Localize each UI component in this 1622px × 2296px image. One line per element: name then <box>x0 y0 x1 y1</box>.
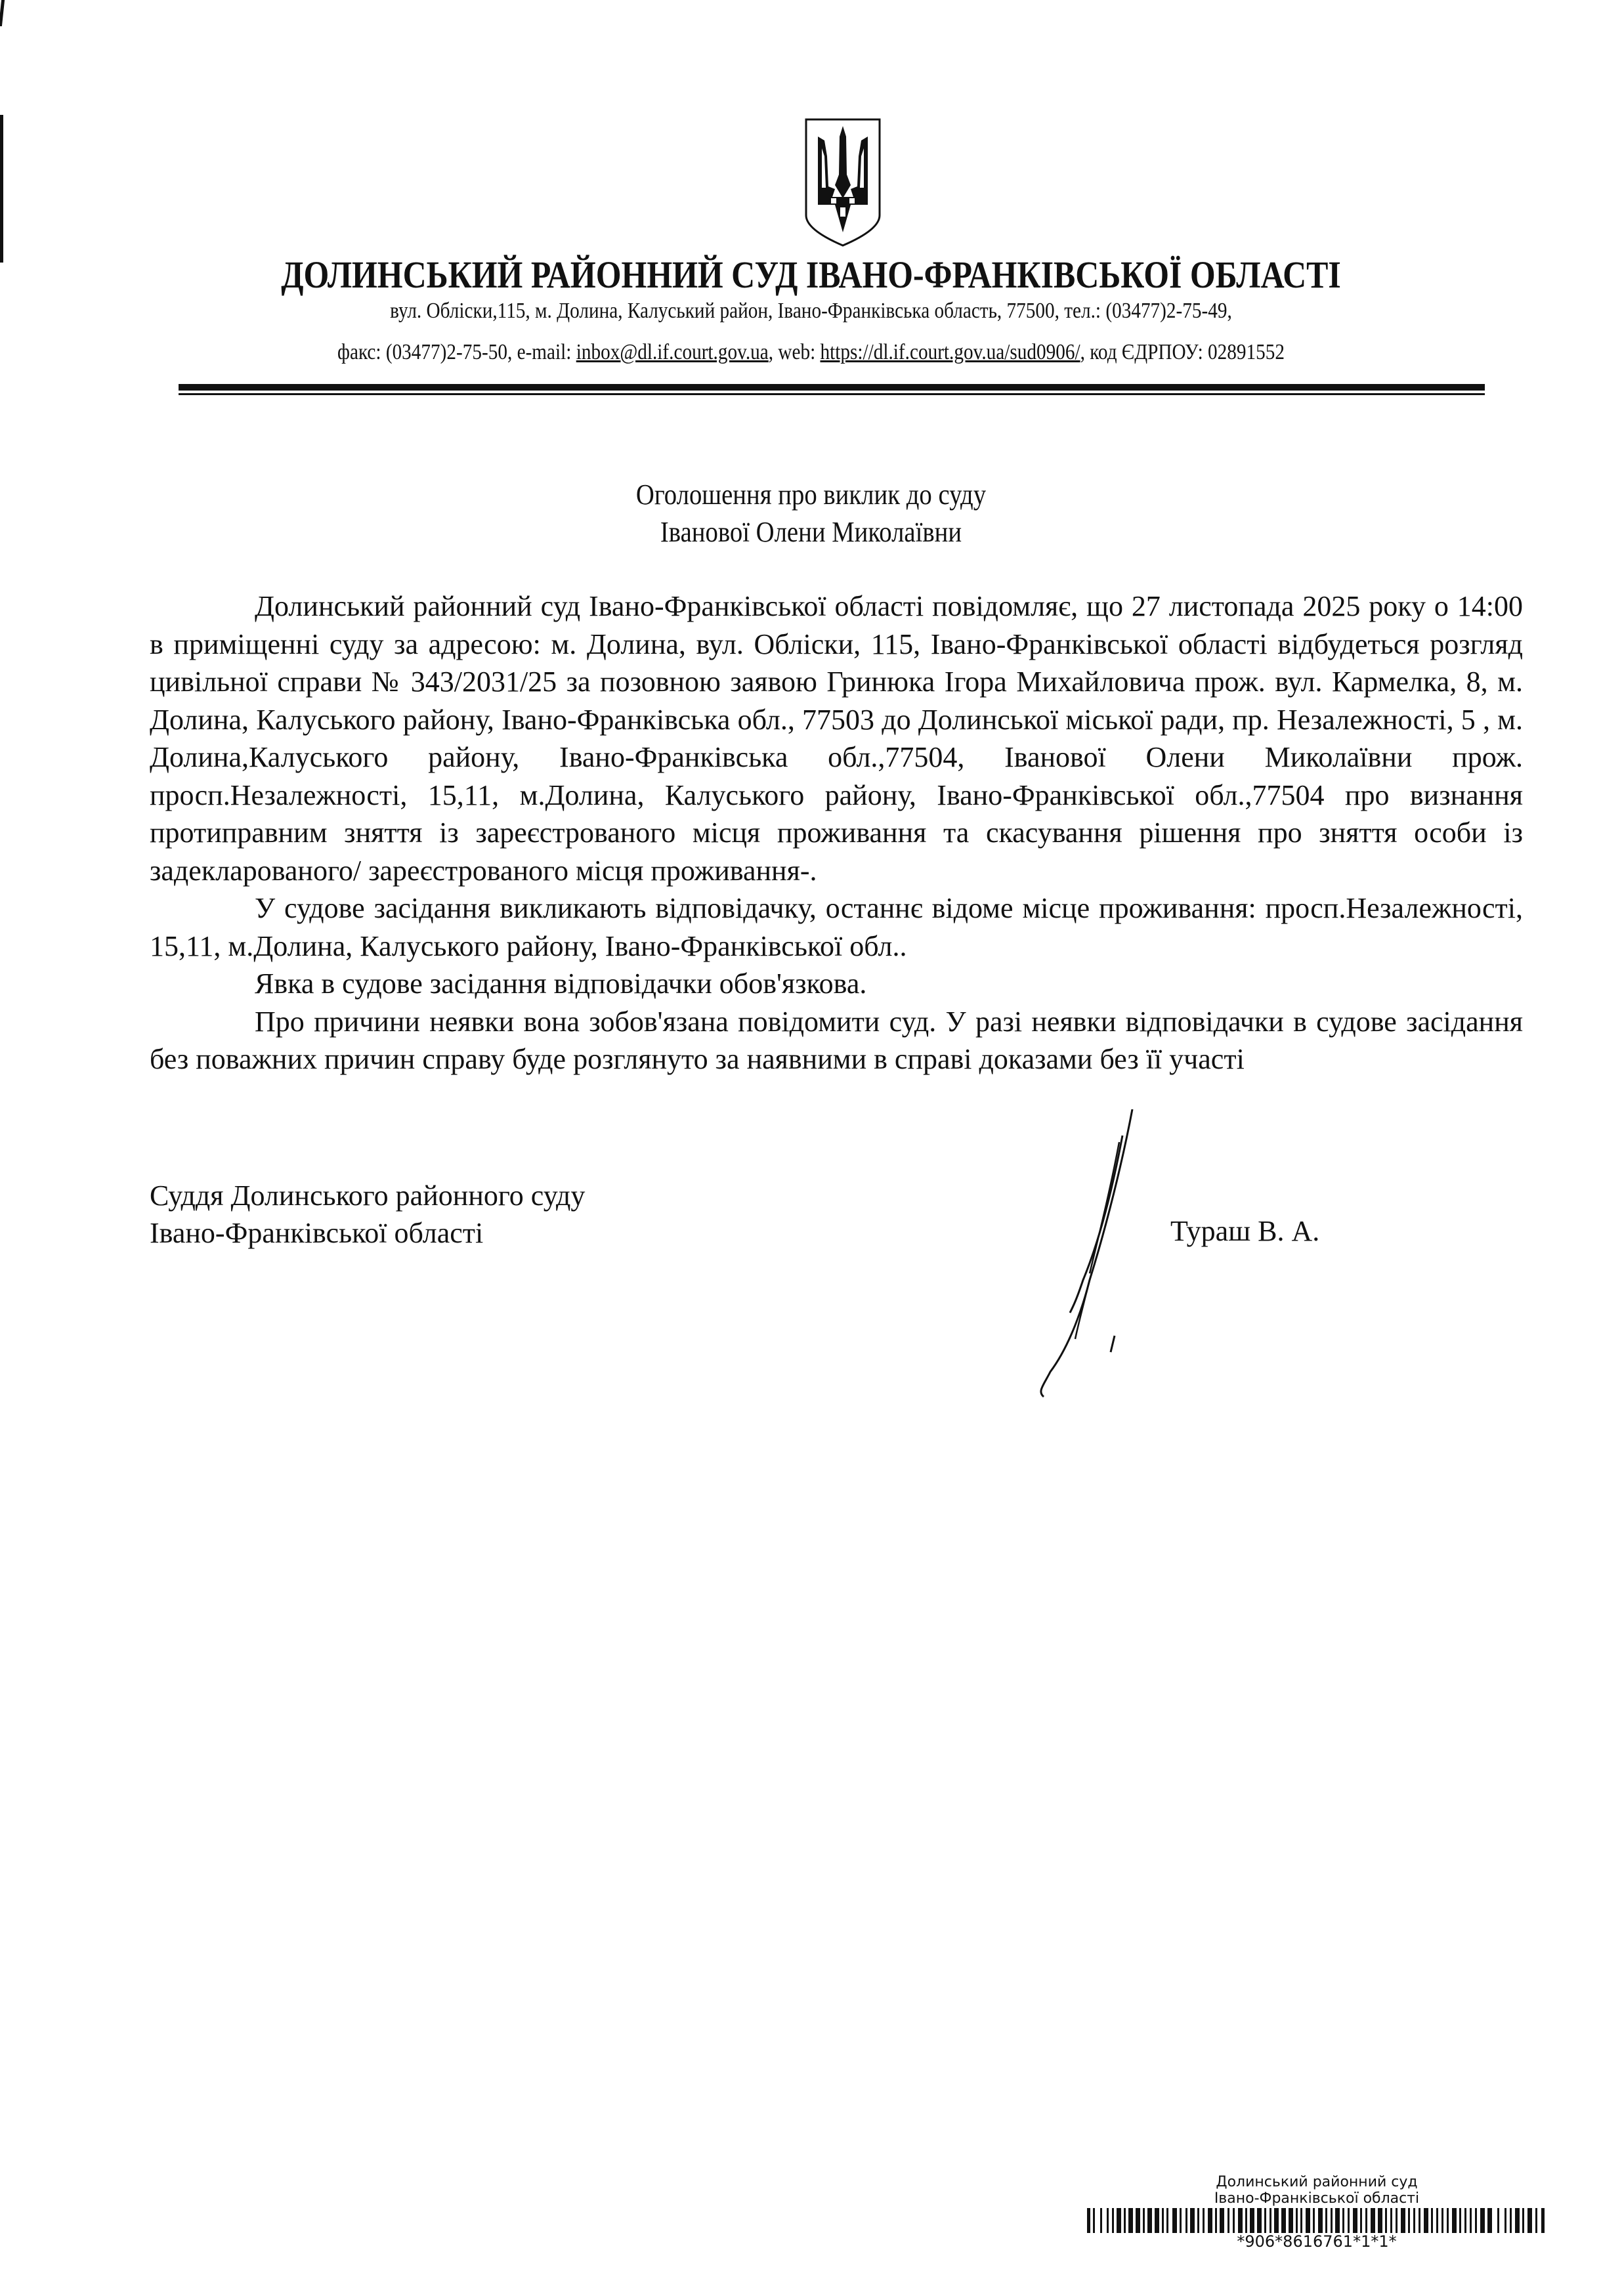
scan-edge-mark <box>0 115 3 263</box>
court-name-heading: ДОЛИНСЬКИЙ РАЙОННИЙ СУД ІВАНО-ФРАНКІВСЬКОЇ ОБЛАСТІ <box>281 253 1341 296</box>
court-address: вул. Обліски,115, м. Долина, Калуський район, Івано-Франківська область, 77500, тел.: (03477)2-75-49, <box>390 299 1232 323</box>
paragraph-attendance: Явка в судове засідання відповідачки обов'язкова. <box>255 967 867 1000</box>
scan-edge-mark <box>0 0 5 26</box>
paragraph-absence-consequences: Про причини неявки вона зобов'язана повідомити суд. У разі неявки відповідачки в судове засідання без поважних причин справу буде розглянуто за наявними в справі доказами без її участі <box>150 1005 1523 1075</box>
court-contacts <box>114 340 1508 365</box>
stamp-court-line1: Долинський районний суд <box>1216 2174 1418 2190</box>
stamp-court-line2: Івано-Франківської області <box>1214 2190 1420 2207</box>
notice-body <box>150 587 1523 1078</box>
paragraph-hearing-info: Долинський районний суд Івано-Франківської області повідомляє, що 27 листопада 2025 року о 14:00 в приміщенні суду за адресою: м. Долина, вул. Обліски, 115, Івано-Франківської області відбудеться розгляд цивільної справи № 343/2031/25 за позовною заявою Гринюка Ігора Михайловича прож. вул. Кармелка, 8, м. Долина, Калуського району, Івано-Франківська обл., 77503 до Долинської міської ради, пр. Незалежності, 5 , м. Долина,Калуського району, Івано-Франківська обл.,77504, Іванової Олени Миколаївни прож. просп.Незалежності, 15,11, м.Долина, Калуського району, Івано-Франківської обл.,77504 про визнання протиправним зняття із зареєстрованого місця проживання та скасування рішення про зняття особи із задекларованого/ зареєстрованого місця проживання-. <box>150 590 1523 887</box>
trident-coat-of-arms-icon <box>802 117 884 248</box>
judge-position-line2: Івано-Франківської області <box>150 1217 484 1249</box>
letterhead-divider <box>179 384 1485 391</box>
letterhead-divider-thin <box>179 393 1485 395</box>
judge-position <box>150 1177 585 1252</box>
notice-addressee: Іванової Олени Миколаївни <box>660 516 962 548</box>
barcode-icon <box>1087 2208 1547 2233</box>
barcode-number: *906*8616761*1*1* <box>1237 2232 1397 2251</box>
judge-position-line1: Суддя Долинського районного суду <box>150 1180 586 1212</box>
website-link[interactable]: https://dl.if.court.gov.ua/sud0906/ <box>820 340 1080 364</box>
handwritten-signature-icon <box>991 1109 1162 1398</box>
web-label: , web: <box>768 340 821 364</box>
email-link[interactable]: inbox@dl.if.court.gov.ua <box>576 340 769 364</box>
edrpou-code: , код ЄДРПОУ: 02891552 <box>1080 340 1285 364</box>
registry-stamp <box>1087 2174 1547 2250</box>
paragraph-summons: У судове засідання викликають відповідачку, останнє відоме місце проживання: просп.Незалежності, 15,11, м.Долина, Калуського району, Івано-Франківської обл.. <box>150 892 1523 962</box>
notice-title: Оголошення про виклик до суду <box>635 478 987 511</box>
judge-name: Тураш В. А. <box>1170 1215 1320 1247</box>
fax-label: факс: (03477)2-75-50, e-mail: <box>337 340 576 364</box>
